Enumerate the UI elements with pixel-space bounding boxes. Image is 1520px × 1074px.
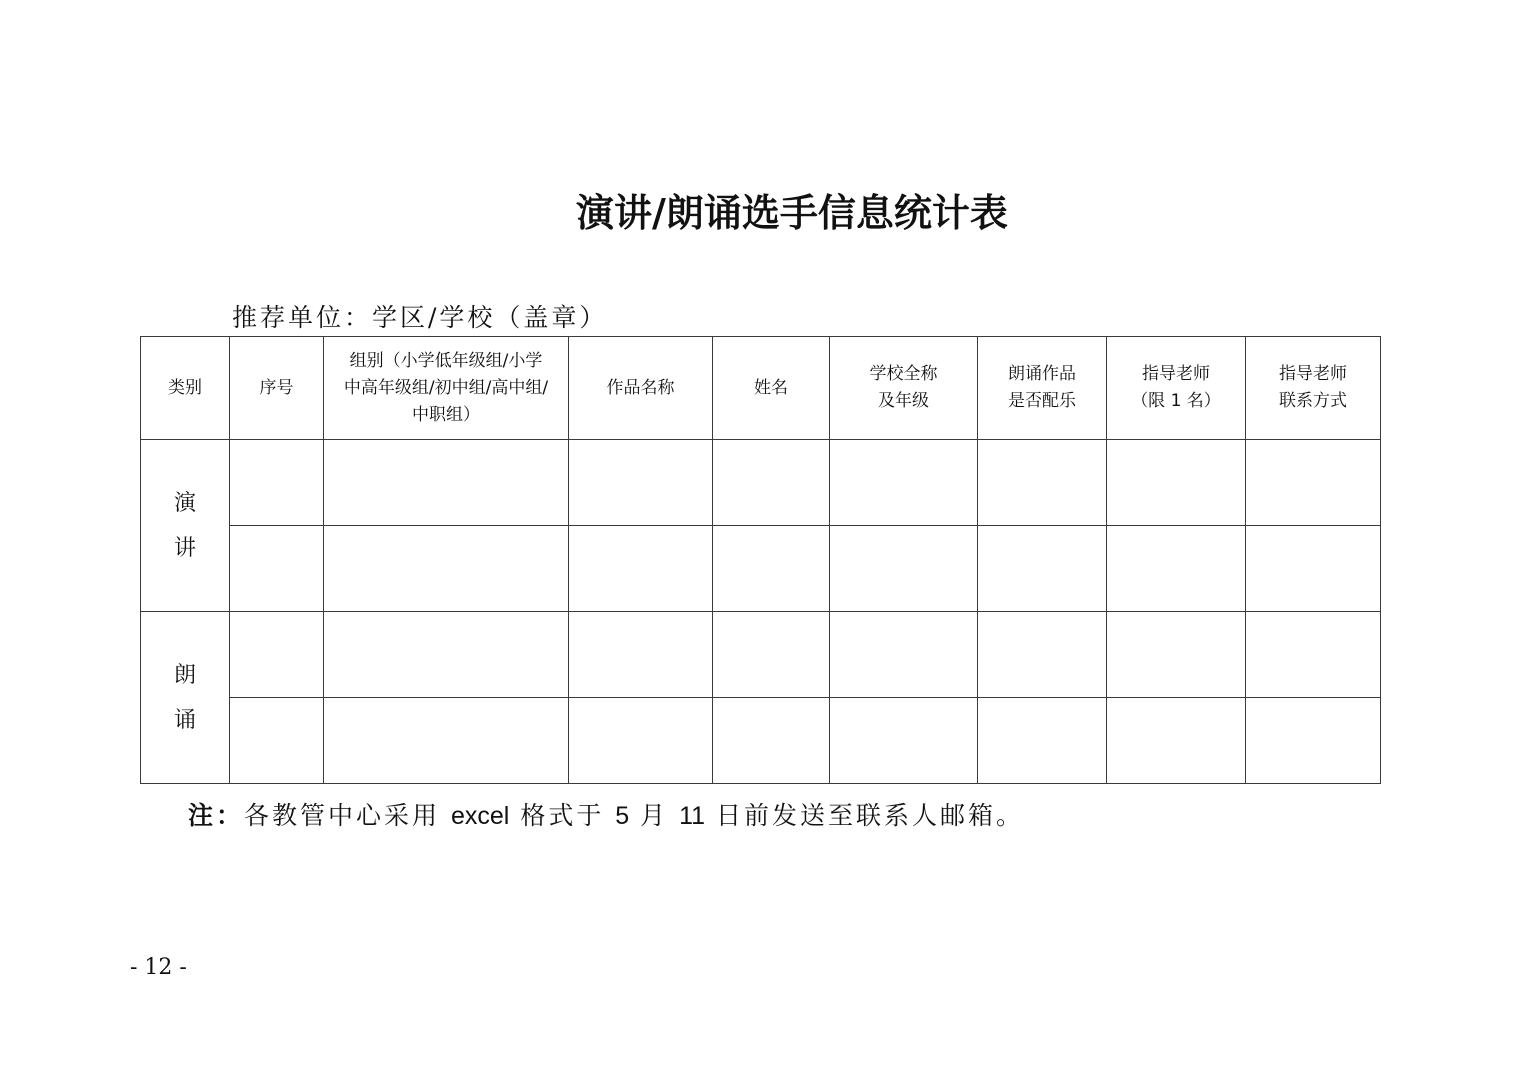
empty-cell[interactable] [230,526,324,612]
category-speech: 演 讲 [141,440,230,612]
empty-cell[interactable] [830,698,978,784]
empty-cell[interactable] [1107,612,1246,698]
empty-cell[interactable] [830,440,978,526]
empty-cell[interactable] [978,440,1107,526]
empty-cell[interactable] [1107,698,1246,784]
submission-note: 注：各教管中心采用 excel 格式于 5 月 11 日前发送至联系人邮箱。 [188,801,1025,830]
empty-cell[interactable] [1246,612,1381,698]
table-row [141,698,1381,784]
header-category: 类别 [141,337,230,440]
empty-cell[interactable] [978,698,1107,784]
recommend-unit-line: 推荐单位：学区/学校（盖章） [232,303,608,332]
header-school-grade: 学校全称 及年级 [830,337,978,440]
document-title: 演讲/朗诵选手信息统计表 [576,190,1008,235]
category-recitation: 朗 诵 [141,612,230,784]
table-row [141,526,1381,612]
header-work-title: 作品名称 [569,337,713,440]
empty-cell[interactable] [713,526,830,612]
empty-cell[interactable] [1246,526,1381,612]
empty-cell[interactable] [713,440,830,526]
empty-cell[interactable] [324,440,569,526]
empty-cell[interactable] [569,698,713,784]
header-instructor-contact: 指导老师 联系方式 [1246,337,1381,440]
empty-cell[interactable] [324,612,569,698]
empty-cell[interactable] [978,526,1107,612]
table-row [141,612,1381,698]
empty-cell[interactable] [324,698,569,784]
empty-cell[interactable] [713,698,830,784]
empty-cell[interactable] [230,440,324,526]
empty-cell[interactable] [230,612,324,698]
empty-cell[interactable] [230,698,324,784]
empty-cell[interactable] [569,440,713,526]
empty-cell[interactable] [1107,440,1246,526]
contestant-info-table [140,336,1381,784]
header-serial-number: 序号 [230,337,324,440]
empty-cell[interactable] [713,612,830,698]
empty-cell[interactable] [569,612,713,698]
empty-cell[interactable] [1246,698,1381,784]
table-row [141,440,1381,526]
empty-cell[interactable] [830,612,978,698]
empty-cell[interactable] [830,526,978,612]
empty-cell[interactable] [1107,526,1246,612]
table-header-row [141,337,1381,440]
header-music-accompaniment: 朗诵作品 是否配乐 [978,337,1107,440]
empty-cell[interactable] [978,612,1107,698]
empty-cell[interactable] [1246,440,1381,526]
empty-cell[interactable] [569,526,713,612]
header-name: 姓名 [713,337,830,440]
note-label: 注： [188,801,245,830]
page-number: - 12 - [130,955,187,980]
header-instructor: 指导老师 （限 1 名） [1107,337,1246,440]
empty-cell[interactable] [324,526,569,612]
header-group: 组别（小学低年级组/小学 中高年级组/初中组/高中组/ 中职组） [324,337,569,440]
